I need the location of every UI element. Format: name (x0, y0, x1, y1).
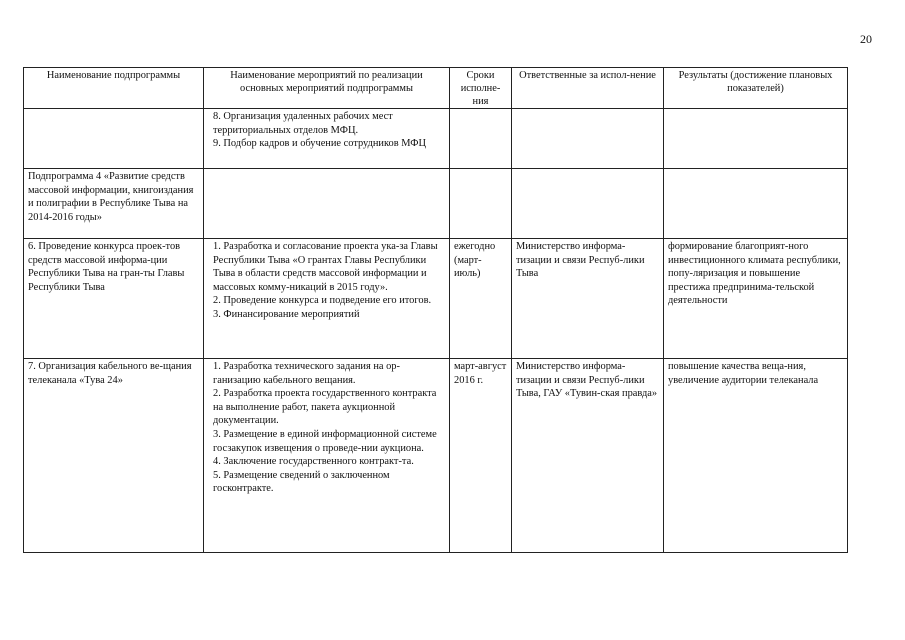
cell-deadline: март-август 2016 г. (450, 359, 512, 553)
header-subprogram-name: Наименование подпрограммы (24, 68, 204, 109)
cell-activities (204, 359, 450, 553)
header-deadline: Сроки исполне-ния (450, 68, 512, 109)
activity-item: 1. Разработка технического задания на ор-ганизацию кабельного вещания. (213, 361, 400, 386)
activity-item: 2. Разработка проекта государственного контракта на выполнение работ, пакета аукционной документации. (213, 388, 437, 427)
cell-results: формирование благоприят-ного инвестиционного климата республики, попу-ляризация и повышение престижа предпринима-тельской деятельности (664, 239, 848, 359)
cell-deadline (450, 169, 512, 239)
cell-subprogram-name: Подпрограмма 4 «Развитие средств массовой информации, книгоиздания и полиграфии в Республике Тыва на 2014-2016 годы» (24, 169, 204, 239)
cell-responsible: Министерство информа-тизации и связи Респуб-лики Тыва, ГАУ «Тувин-ская правда» (512, 359, 664, 553)
cell-activities (204, 109, 450, 169)
cell-deadline (450, 109, 512, 169)
cell-responsible (512, 169, 664, 239)
cell-subprogram-name: 6. Проведение конкурса проек-тов средств массовой информа-ции Республики Тыва на гран-ты Главы Республики Тыва (24, 239, 204, 359)
cell-responsible: Министерство информа-тизации и связи Респуб-лики Тыва (512, 239, 664, 359)
header-responsible: Ответственные за испол-нение (512, 68, 664, 109)
activity-item: 3. Финансирование мероприятий (213, 308, 360, 320)
activity-item: 1. Разработка и согласование проекта ука-за Главы Республики Тыва «О грантах Главы Республики Тыва в области средств массовой информации и массовых комму-никаций в 2015 году». (213, 241, 438, 293)
activity-item: 9. Подбор кадров и обучение сотрудников МФЦ (213, 138, 427, 150)
cell-responsible (512, 109, 664, 169)
activity-item: 4. Заключение государственного контракт-та. (213, 456, 414, 468)
table-row (24, 109, 848, 169)
header-results: Результаты (достижение плановых показателей) (664, 68, 848, 109)
activity-item: 2. Проведение конкурса и подведение его итогов. (213, 295, 432, 307)
program-table (23, 67, 848, 553)
table-header-row (24, 68, 848, 109)
header-activities: Наименование мероприятий по реализации основных мероприятий подпрограммы (204, 68, 450, 109)
cell-activities (204, 169, 450, 239)
cell-subprogram-name: 7. Организация кабельного ве-щания телеканала «Тува 24» (24, 359, 204, 553)
table-row (24, 239, 848, 359)
table-row (24, 169, 848, 239)
cell-activities (204, 239, 450, 359)
cell-results (664, 169, 848, 239)
activity-item: 5. Размещение сведений о заключенном госконтракте. (213, 469, 390, 495)
activity-item: 8. Организация удаленных рабочих мест территориальных отделов МФЦ. (213, 111, 393, 136)
cell-results: повышение качества веща-ния, увеличение аудитории телеканала (664, 359, 848, 553)
cell-results (664, 109, 848, 169)
table-row (24, 359, 848, 553)
page-number: 20 (860, 32, 872, 46)
cell-subprogram-name (24, 109, 204, 169)
activity-item: 3. Размещение в единой информационной системе госзакупок извещения о проведе-нии аукциона. (213, 428, 437, 454)
cell-deadline: ежегодно (март-июль) (450, 239, 512, 359)
